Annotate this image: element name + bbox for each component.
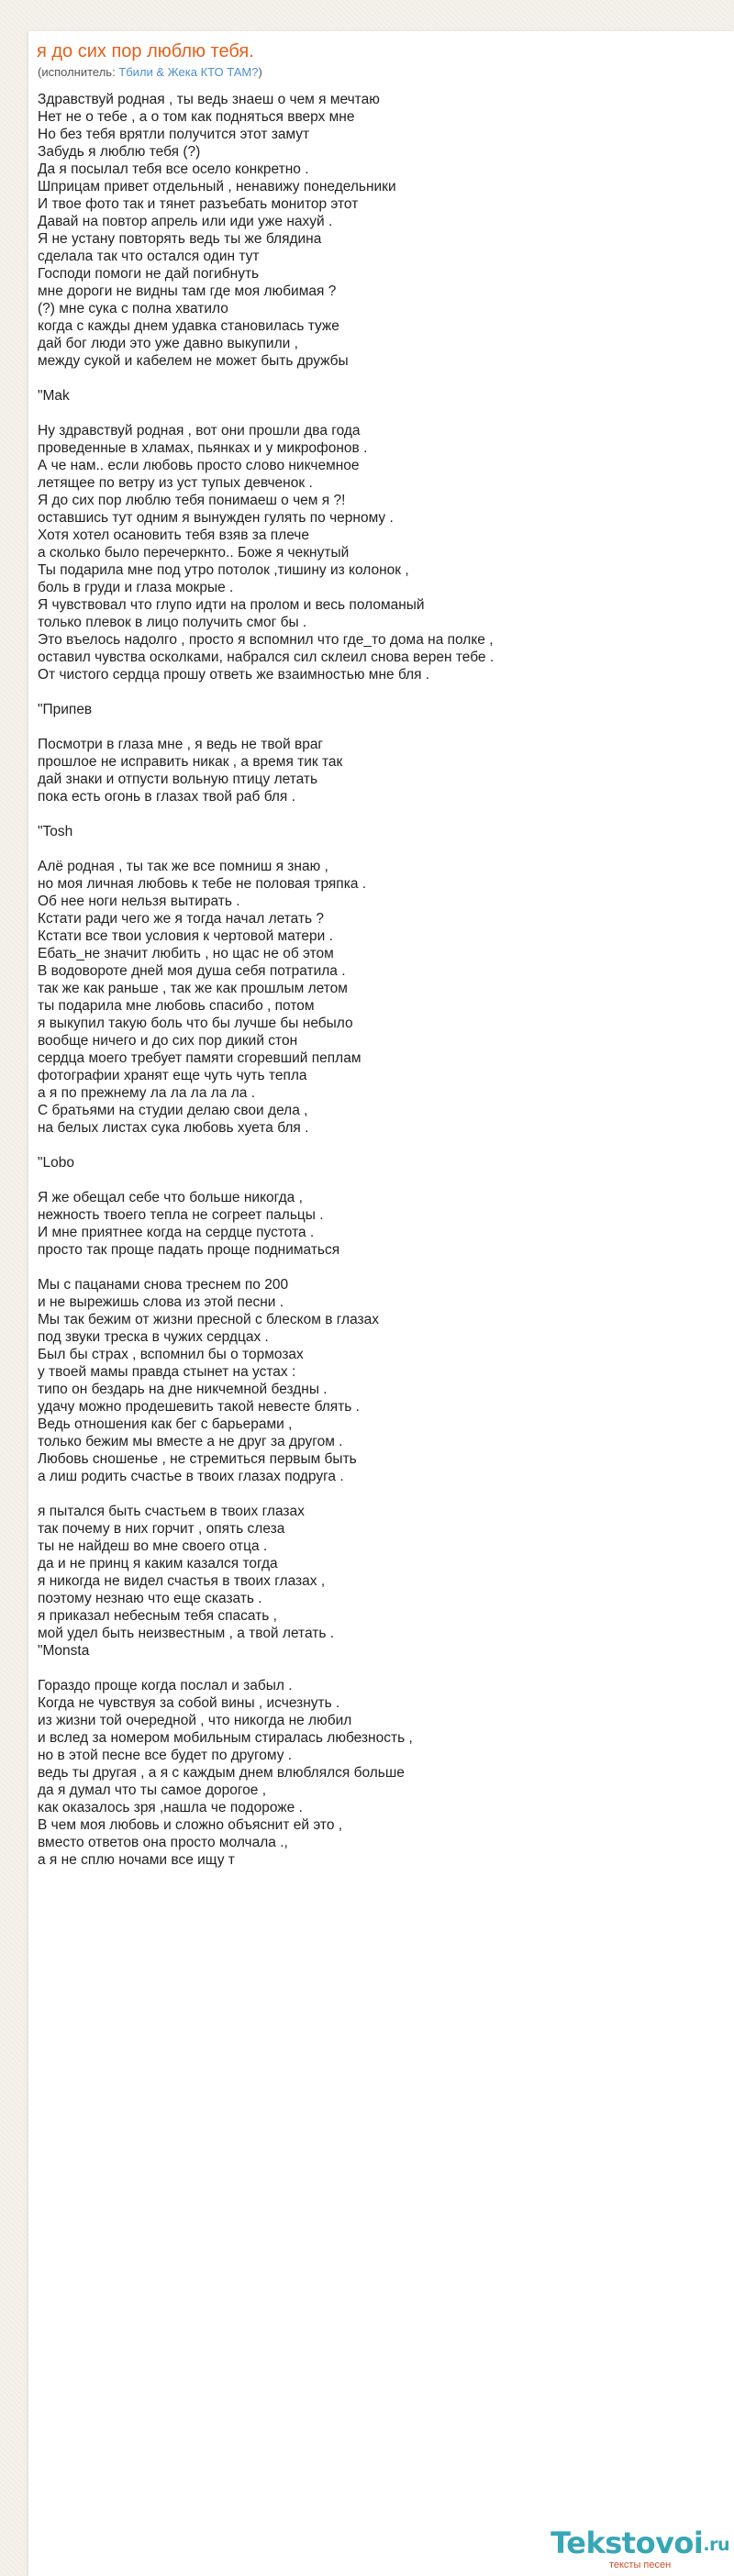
lyric-line <box>38 1259 734 1276</box>
lyric-line: "Tosh <box>38 824 73 839</box>
artist-suffix: ) <box>258 65 262 79</box>
lyric-line: "Lobo <box>38 1155 74 1171</box>
lyric-line: "Припев <box>38 702 93 717</box>
lyric-line: Ну здравствуй родная , вот они прошли два года <box>38 423 361 439</box>
lyric-line: Это въелось надолго , просто я вспомнил что где_то дома на полке , <box>38 632 494 648</box>
artist-line <box>28 62 734 80</box>
lyric-line: а лиш родить счастье в твоих глазах подруга . <box>38 1469 344 1484</box>
lyric-line: оставил чувства осколками, набрался сил склеил снова верен тебе . <box>38 650 495 665</box>
logo-tld: .ru <box>703 2535 729 2555</box>
lyric-line: В водовороте дней моя душа себя потратила . <box>38 963 346 979</box>
lyric-line: просто так проще падать проще подниматься <box>38 1242 340 1258</box>
lyric-line: Алё родная , ты так же все помниш я знаю , <box>38 859 328 874</box>
lyric-line: ведь ты другая , а я с каждым днем влюблялся больше <box>38 1765 405 1781</box>
lyric-line: От чистого сердца прошу ответь же взаимностью мне бля . <box>38 667 430 683</box>
lyric-line: ты не найдеш во мне своего отца . <box>38 1538 268 1554</box>
page-content <box>28 31 734 2576</box>
lyric-line: вообще ничего и до сих пор дикий стон <box>38 1033 298 1049</box>
lyric-line: ты подарила мне любовь спасибо , потом <box>38 998 315 1014</box>
lyric-line <box>38 1171 734 1189</box>
lyric-line: Господи помоги не дай погибнуть <box>38 266 260 282</box>
lyric-line: Ебать_не значит любить , но щас не об этом <box>38 946 334 961</box>
lyric-line: Но без тебя врятли получится этот замут <box>38 127 310 142</box>
lyric-line: Шприцам привет отдельный , ненавижу понедельники <box>38 179 396 194</box>
lyric-line: Я чувствовал что глупо идти на пролом и весь поломаный <box>38 597 425 613</box>
lyric-line: Кстати ради чего же я тогда начал летать ? <box>38 911 325 927</box>
artist-link[interactable]: Тбили & Жека КТО ТАМ? <box>118 65 259 79</box>
lyric-line: но в этой песне все будет по другому . <box>38 1748 293 1763</box>
lyric-line: и вслед за номером мобильным стиралась любезность , <box>38 1730 413 1746</box>
lyric-line: летящее по ветру из уст тупых девченок . <box>38 475 313 491</box>
lyric-line: Об нее ноги нельзя вытирать . <box>38 894 240 909</box>
lyric-line: С братьями на студии делаю свои дела , <box>38 1103 308 1118</box>
lyric-line: Хотя хотел осановить тебя взяв за плече <box>38 527 310 543</box>
lyric-line: Давай на повтор апрель или иди уже нахуй . <box>38 214 333 229</box>
lyric-line: так почему в них горчит , опять слеза <box>38 1521 285 1537</box>
lyric-line: и не вырежишь слова из этой песни . <box>38 1294 284 1310</box>
lyric-line <box>38 370 734 387</box>
lyric-line: Да я посылал тебя все осело конкретно . <box>38 161 309 177</box>
lyric-line: Ты подарила мне под утро потолок ,тишину из колонок , <box>38 562 409 578</box>
logo-wordmark <box>550 2526 729 2561</box>
lyric-line: типо он бездарь на дне никчемной бездны . <box>38 1382 328 1397</box>
lyric-line: "Monsta <box>38 1643 90 1659</box>
lyric-line <box>38 805 734 823</box>
lyric-line: да я думал что ты самое дорогое , <box>38 1782 267 1798</box>
lyric-line: Любовь сношенье , не стремиться первым быть <box>38 1451 357 1467</box>
lyric-line <box>38 683 734 701</box>
lyric-line: В чем моя любовь и сложно объяснит ей это , <box>38 1817 343 1833</box>
lyric-line: оставшись тут одним я вынужден гулять по черному . <box>38 510 394 526</box>
lyric-line <box>38 405 734 422</box>
lyrics-text <box>28 80 734 1869</box>
lyric-line: Гораздо проще когда послал и забыл . <box>38 1678 293 1693</box>
lyric-line: фотографии хранят еще чуть чуть тепла <box>38 1068 307 1083</box>
lyric-line: Когда не чувствуя за собой вины , исчезнуть . <box>38 1695 340 1711</box>
lyric-line: у твоей мамы правда стынет на устах : <box>38 1364 296 1380</box>
lyric-line: я пытался быть счастьем в твоих глазах <box>38 1504 305 1519</box>
lyric-line: Я до сих пор люблю тебя понимаеш о чем я ?! <box>38 493 346 508</box>
lyric-line: так же как раньше , так же как прошлым летом <box>38 981 348 996</box>
lyric-line: Кстати все твои условия к чертовой матери . <box>38 928 333 944</box>
logo-name: Tekstovoi <box>550 2526 704 2560</box>
lyric-line <box>38 718 734 736</box>
lyric-line: Мы так бежим от жизни пресной с блеском в глазах <box>38 1312 380 1327</box>
lyric-line: сделала так что остался один тут <box>38 249 260 264</box>
lyric-line: а я по прежнему ла ла ла ла ла . <box>38 1085 256 1101</box>
lyric-line: когда с кажды днем удавка становилась туже <box>38 318 339 334</box>
lyric-line: на белых листах сука любовь хуета бля . <box>38 1120 309 1136</box>
lyric-line: (?) мне сука с полна хватило <box>38 301 228 316</box>
lyric-line <box>38 1137 734 1154</box>
lyric-line: вместо ответов она просто молчала ., <box>38 1835 288 1850</box>
lyric-line: "Mak <box>38 388 70 404</box>
lyric-line: а сколько было перечеркнто.. Боже я чекнутый <box>38 545 350 561</box>
lyric-line: под звуки треска в чужих сердцах . <box>38 1329 269 1345</box>
lyric-line: Ведь отношения как бег с барьерами , <box>38 1416 293 1432</box>
logo-tagline: тексты песен <box>608 2559 672 2570</box>
song-title: я до сих пор люблю тебя. <box>37 41 254 61</box>
lyric-line: И мне приятнее когда на сердце пустота . <box>38 1225 315 1240</box>
artist-prefix: (исполнитель: <box>38 65 119 79</box>
lyric-line: мой удел быть неизвестным , а твой летать . <box>38 1626 335 1641</box>
lyric-line: Нет не о тебе , а о том как подняться вверх мне <box>38 109 355 125</box>
lyric-line: Был бы страх , вспомнил бы о тормозах <box>38 1347 304 1362</box>
lyric-line: пока есть огонь в глазах твой раб бля . <box>38 789 295 805</box>
lyric-line: дай бог люди это уже давно выкупили , <box>38 336 298 351</box>
lyric-line: из жизни той очередной , что никогда не любил <box>38 1713 352 1728</box>
lyric-line: но моя личная любовь к тебе не половая тряпка . <box>38 876 367 892</box>
lyric-line: я никогда не видел счастья в твоих глазах , <box>38 1573 326 1589</box>
lyric-line: я приказал небесным тебя спасать , <box>38 1608 277 1624</box>
lyric-line: только бежим мы вместе а не друг за другом . <box>38 1434 343 1449</box>
lyric-line: мне дороги не видны там где моя любимая ? <box>38 283 337 299</box>
lyric-line: боль в груди и глаза мокрые . <box>38 580 234 595</box>
lyric-line: Посмотри в глаза мне , я ведь не твой враг <box>38 737 324 752</box>
lyric-line: Забудь я люблю тебя (?) <box>38 144 201 160</box>
lyric-line <box>38 1485 734 1503</box>
lyric-line: как оказалось зря ,нашла че подороже . <box>38 1800 303 1815</box>
lyric-line: да и не принц я каким казался тогда <box>38 1556 278 1571</box>
lyric-line: Я не устану повторять ведь ты же блядина <box>38 231 322 247</box>
lyric-line: а я не сплю ночами все ищу т <box>38 1852 235 1868</box>
lyric-line: Мы с пацанами снова треснем по 200 <box>38 1277 289 1293</box>
lyric-line: поэтому незнаю что еще сказать . <box>38 1591 262 1606</box>
lyric-line: Я же обещал себе что больше никогда , <box>38 1190 303 1205</box>
lyric-line: сердца моего требует памяти сгоревший пеплам <box>38 1050 361 1066</box>
lyric-line: удачу можно продешевить такой невесте блять . <box>38 1399 360 1415</box>
lyric-line: я выкупил такую боль что бы лучше бы небыло <box>38 1016 353 1031</box>
lyric-line: прошлое не исправить никак , а время тик так <box>38 754 343 770</box>
lyric-line: между сукой и кабелем не может быть дружбы <box>38 353 349 369</box>
lyric-line: А че нам.. если любовь просто слово никчемное <box>38 458 360 473</box>
lyric-line <box>38 840 734 858</box>
lyric-line: нежность твоего тепла не согреет пальцы . <box>38 1207 324 1223</box>
lyric-line: Здравствуй родная , ты ведь знаеш о чем я мечтаю <box>38 92 380 107</box>
lyric-line <box>38 1660 734 1677</box>
lyric-line: проведенные в хламах, пьянках и у микрофонов . <box>38 440 368 456</box>
lyric-line: дай знаки и отпусти вольную птицу летать <box>38 772 318 787</box>
lyric-line: только плевок в лицо получить смог бы . <box>38 615 307 630</box>
site-logo[interactable] <box>550 2526 729 2570</box>
lyric-line: И твое фото так и тянет разъебать монитор этот <box>38 196 359 212</box>
